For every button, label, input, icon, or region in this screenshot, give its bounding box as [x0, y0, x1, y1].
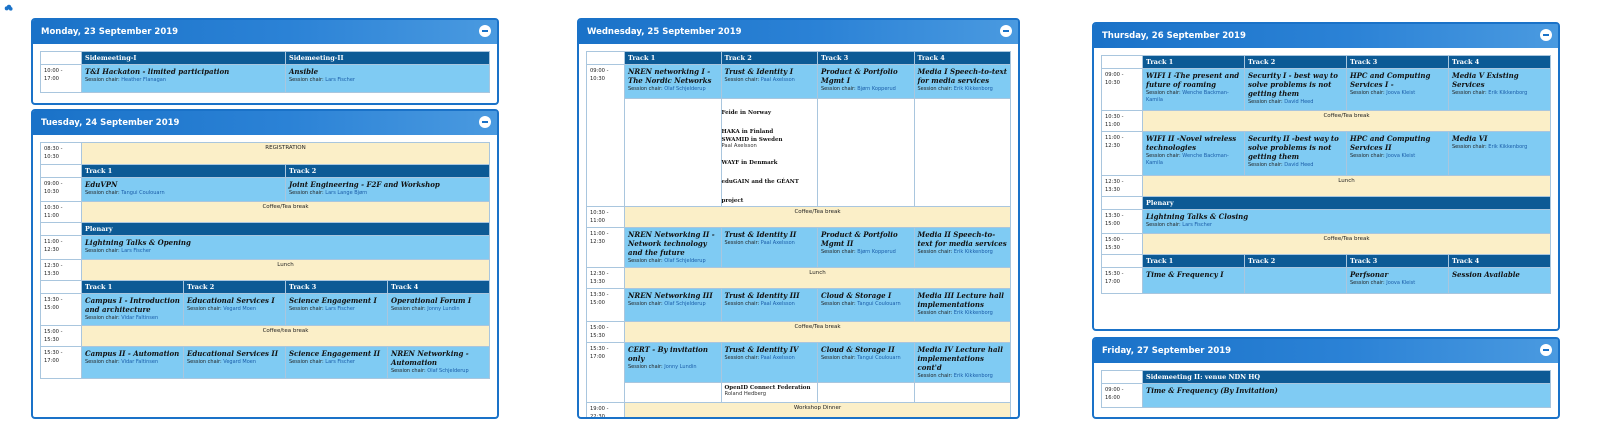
time-slot: 19:00 - 22:30	[587, 403, 625, 420]
day-panel-wednesday	[577, 18, 1020, 419]
session-title[interactable]: NREN Networking III	[628, 291, 713, 300]
chair-link[interactable]: Joova Kleist	[1386, 280, 1416, 286]
session-cell[interactable]: Ansible Session chair: Lars Fischer	[286, 65, 490, 93]
day-panel-thursday	[1092, 22, 1560, 331]
session-title[interactable]: Campus I - Introduction and architecture	[85, 296, 180, 314]
time-slot: 10:30 - 11:00	[1102, 111, 1143, 132]
chair-link[interactable]: Erik Kikkenborg	[953, 86, 993, 92]
list-item[interactable]: HAKA in Finland	[721, 129, 774, 135]
session-cell[interactable]: Lightning Talks & Opening Session chair: Lars Fischer	[82, 236, 490, 260]
session-cell[interactable]: Media I Speech-to-text for media services Session chair: Erik Kikkenborg	[914, 65, 1011, 99]
session-title[interactable]: Joint Engineering - F2F and Workshop	[289, 180, 440, 189]
session-cell[interactable]: Security II -best way to solve problems is not getting them Session chair: David Heed	[1245, 132, 1347, 176]
session-cell[interactable]: Trust & Identity I Session chair: Paal Axelsson	[721, 65, 818, 99]
session-title[interactable]: Operational Forum I	[391, 296, 472, 305]
day-header[interactable]	[33, 111, 497, 135]
session-cell[interactable]: Lightning Talks & Closing Session chair: Lars Fischer	[1143, 210, 1551, 234]
session-title[interactable]: CERT - By invitation only	[628, 345, 708, 363]
session-cell[interactable]: Media III Lecture hall implementations Session chair: Erik Kikkenborg	[914, 289, 1011, 322]
session-title[interactable]: EduVPN	[85, 180, 118, 189]
chair-link[interactable]: Wenche Backman-Kamila	[1146, 90, 1229, 103]
chair-link[interactable]: Erik Kikkenborg	[1488, 144, 1528, 150]
session-cell[interactable]: Joint Engineering - F2F and Workshop Session chair: Lars Lange Bjørn	[286, 178, 490, 202]
time-slot: 11:00 - 12:30	[1102, 132, 1143, 176]
time-slot: 12:30 - 13:30	[587, 268, 625, 289]
break-cell: Coffee/tea break	[82, 326, 490, 347]
track-header: Track 3	[1347, 255, 1449, 268]
session-title[interactable]: Session Available	[1452, 270, 1520, 279]
chair-link[interactable]: Erik Kikkenborg	[953, 373, 993, 379]
session-cell[interactable]: Cloud & Storage I Session chair: Tangui Coulouarn	[818, 289, 915, 322]
track-header: Track 2	[1245, 255, 1347, 268]
session-title[interactable]: WIFI I -The present and future of roaming	[1146, 71, 1240, 89]
session-cell[interactable]: Trust & Identity IV Session chair: Paal Axelsson	[721, 343, 818, 383]
chair-link[interactable]: Paal Axelsson	[760, 355, 795, 361]
time-slot: 15:00 - 15:30	[1102, 234, 1143, 255]
break-cell: Workshop Dinner	[625, 403, 1011, 420]
session-cell[interactable]: NREN networking I -The Nordic Networks Session chair: Olaf Schjelderup	[625, 65, 722, 99]
session-cell[interactable]: Cloud & Storage II Session chair: Tangui Coulouarn	[818, 343, 915, 383]
collapse-icon[interactable]	[479, 25, 491, 37]
time-slot: 09:00 - 16:00	[1102, 384, 1143, 408]
track-header: Track 4	[914, 52, 1011, 65]
list-item[interactable]: WAYF in Denmark	[721, 160, 778, 166]
schedule-table	[40, 142, 490, 379]
day-panel-friday	[1092, 337, 1560, 419]
session-cell[interactable]: Security I - best way to solve problems is not getting them Session chair: David Heed	[1245, 69, 1347, 111]
chair-link[interactable]: Tangui Coulouarn	[857, 301, 901, 307]
session-title[interactable]: T&I Hackaton - limited participation	[85, 67, 230, 76]
track-header-row	[41, 52, 490, 65]
session-title[interactable]: WIFI II -Novel wireless technologies	[1146, 134, 1237, 152]
session-cell[interactable]: NREN Networking II -Network technology and the future Session chair: Olaf Schjelderup	[625, 228, 722, 268]
collapse-icon[interactable]	[479, 116, 491, 128]
time-slot: 15:30 - 17:00	[1102, 268, 1143, 294]
chair-link[interactable]: Paal Axelsson	[760, 240, 795, 246]
track-header: Track 2	[286, 165, 490, 178]
chair-link[interactable]: David Heed	[1284, 162, 1314, 168]
session-cell[interactable]: Educational Services II Session chair: Vegard Moen	[184, 347, 286, 379]
schedule-table	[586, 51, 1011, 419]
session-title[interactable]: Ansible	[289, 67, 319, 76]
session-cell[interactable]: T&I Hackaton - limited participation Session chair: Heather Flanagan	[82, 65, 286, 93]
break-cell: Coffee/Tea break	[82, 202, 490, 223]
session-cell[interactable]: Educational Services I Session chair: Vegard Moen	[184, 294, 286, 326]
track-header: Track 1	[1143, 255, 1245, 268]
track-header: Track 1	[82, 165, 286, 178]
session-title[interactable]: Perfsonar	[1350, 270, 1389, 279]
track-header: Track 2	[1245, 56, 1347, 69]
chair-link[interactable]: Olaf Schjelderup	[664, 258, 706, 264]
track-header: Sidemeeting-I	[82, 52, 286, 65]
session-cell[interactable]: Operational Forum I Session chair: Jonny Lundin	[388, 294, 490, 326]
session-cell[interactable]: Campus II - Automation Session chair: Vidar Faltinsen	[82, 347, 184, 379]
session-cell[interactable]: Perfsonar Session chair: Joova Kleist	[1347, 268, 1449, 294]
session-title[interactable]: Trust & Identity IV	[724, 345, 799, 354]
session-cell[interactable]: WIFI II -Novel wireless technologies Session chair: Wenche Backman-Kamila	[1143, 132, 1245, 176]
chair-link[interactable]: Olaf Schjelderup	[664, 86, 706, 92]
session-title[interactable]: Media III Lecture hall implementations	[917, 291, 1004, 309]
session-title[interactable]: Lightning Talks & Closing	[1146, 212, 1249, 221]
session-cell[interactable]: Science Engagement II Session chair: Lars Fischer	[286, 347, 388, 379]
track-header: Track 1	[1143, 56, 1245, 69]
chair-link[interactable]: Lars Lange Bjørn	[325, 190, 368, 196]
session-cell[interactable]: Trust & Identity II Session chair: Paal Axelsson	[721, 228, 818, 268]
session-cell[interactable]: NREN Networking - Automation Session chair: Olaf Schjelderup	[388, 347, 490, 379]
time-slot: 09:00 - 10:30	[41, 178, 82, 202]
collapse-icon[interactable]	[1000, 25, 1012, 37]
chair-link[interactable]: Vidar Faltinsen	[121, 315, 159, 321]
session-title[interactable]: NREN Networking - Automation	[391, 349, 469, 367]
session-title[interactable]: HPC and Computing Services I -	[1350, 71, 1431, 89]
session-cell[interactable]: Media II Speech-to-text for media services Session chair: Erik Kikkenborg	[914, 228, 1011, 268]
cloud-icon	[4, 3, 13, 12]
session-cell[interactable]: Media V Existing Services Session chair: Erik Kikkenborg	[1449, 69, 1551, 111]
chair-link[interactable]: Lars Fischer	[325, 306, 355, 312]
chair-link[interactable]: Tangui Coulouarn	[121, 190, 165, 196]
chair-link[interactable]: Joova Kleist	[1386, 153, 1416, 159]
time-slot: 10:30 - 11:00	[587, 207, 625, 228]
chair-link[interactable]: Joova Kleist	[1386, 90, 1416, 96]
list-item[interactable]: Feide in Norway	[721, 110, 772, 116]
session-title[interactable]: Media V Existing Services	[1452, 71, 1519, 89]
chair-link[interactable]: David Heed	[1284, 99, 1314, 105]
session-cell[interactable]: Media VI Session chair: Erik Kikkenborg	[1449, 132, 1551, 176]
time-slot: 13:30 - 15:00	[41, 294, 82, 326]
session-cell[interactable]: HPC and Computing Services II Session chair: Joova Kleist	[1347, 132, 1449, 176]
session-title[interactable]: Product & Portfolio Mgmt II	[821, 230, 898, 248]
day-title: Friday, 27 September 2019	[1102, 346, 1232, 356]
chair-link[interactable]: Tangui Coulouarn	[857, 355, 901, 361]
subsession-list	[721, 99, 818, 207]
time-slot: 15:30 - 17:00	[587, 343, 625, 403]
chair-link[interactable]: Paal Axelsson	[760, 301, 795, 307]
session-title[interactable]: Media I Speech-to-text for media services	[917, 67, 1007, 85]
collapse-icon[interactable]	[1540, 29, 1552, 41]
session-title[interactable]: Media II Speech-to-text for media services	[917, 230, 1007, 248]
day-header[interactable]	[1094, 24, 1558, 48]
session-cell[interactable]: Media IV Lecture hall implementations cont'd Session chair: Erik Kikkenborg	[914, 343, 1011, 383]
break-cell: Lunch	[625, 268, 1011, 289]
day-header[interactable]	[1094, 339, 1558, 363]
session-cell[interactable]: Product & Portfolio Mgmt II Session chair: Bjørn Kopperud	[818, 228, 915, 268]
chair-link[interactable]: Lars Fischer	[325, 77, 355, 83]
session-cell[interactable]	[1245, 268, 1347, 294]
session-cell[interactable]: NREN Networking III Session chair: Olaf Schjelderup	[625, 289, 722, 322]
session-title[interactable]: Trust & Identity II	[724, 230, 797, 239]
schedule-table	[1101, 370, 1551, 408]
session-title[interactable]: Trust & Identity III	[724, 291, 800, 300]
time-slot: 12:30 - 13:30	[1102, 176, 1143, 197]
schedule-table	[40, 51, 490, 93]
break-cell: Coffee/Tea break	[1143, 234, 1551, 255]
break-cell: Coffee/Tea break	[1143, 111, 1551, 132]
chair-link[interactable]: Bjørn Kopperud	[857, 86, 896, 92]
chair-link[interactable]: Heather Flanagan	[121, 77, 167, 83]
chair-link[interactable]: Olaf Schjelderup	[427, 368, 469, 374]
track-header: Track 2	[184, 281, 286, 294]
collapse-icon[interactable]	[1540, 344, 1552, 356]
time-slot: 13:30 - 15:00	[1102, 210, 1143, 234]
session-title[interactable]: HPC and Computing Services II	[1350, 134, 1431, 152]
session-title[interactable]: Educational Services II	[187, 349, 278, 358]
session-title[interactable]: Science Engagement I	[289, 296, 377, 305]
session-title[interactable]: Cloud & Storage I	[821, 291, 892, 300]
session-title[interactable]: NREN networking I -The Nordic Networks	[628, 67, 712, 85]
schedule-table	[1101, 55, 1551, 294]
break-cell: Lunch	[82, 260, 490, 281]
list-item[interactable]: OpenID Connect Federation Roland Hedberg	[721, 383, 818, 403]
day-title: Monday, 23 September 2019	[41, 27, 179, 37]
time-slot: 11:00 - 12:30	[41, 236, 82, 260]
session-title[interactable]: Educational Services I	[187, 296, 275, 305]
session-cell[interactable]: Campus I - Introduction and architecture Session chair: Vidar Faltinsen	[82, 294, 184, 326]
session-cell[interactable]	[1143, 268, 1245, 294]
time-slot: 09:00 - 10:30	[1102, 69, 1143, 111]
track-header: Track 4	[388, 281, 490, 294]
day-title: Wednesday, 25 September 2019	[587, 27, 742, 37]
session-cell[interactable]: Product & Portfolio Mgmt I Session chair: Bjørn Kopperud	[818, 65, 915, 99]
track-header: Track 3	[286, 281, 388, 294]
chair-link[interactable]: Lars Fischer	[325, 359, 355, 365]
day-header[interactable]	[33, 20, 497, 44]
session-title[interactable]: Lightning Talks & Opening	[85, 238, 191, 247]
session-cell[interactable]: WIFI I -The present and future of roaming Session chair: Wenche Backman-Kamila	[1143, 69, 1245, 111]
session-cell[interactable]: Trust & Identity III Session chair: Paal Axelsson	[721, 289, 818, 322]
session-title[interactable]: NREN Networking II -Network technology and the future	[628, 230, 715, 257]
track-header: Track 1	[625, 52, 722, 65]
session-cell[interactable]	[1449, 268, 1551, 294]
session-title[interactable]: Cloud & Storage II	[821, 345, 895, 354]
track-header: Track 3	[1347, 56, 1449, 69]
track-header: Sidemeeting-II	[286, 52, 490, 65]
day-title: Tuesday, 24 September 2019	[41, 118, 180, 128]
track-header: Sidemeeting II: venue NDN HQ	[1143, 371, 1551, 384]
chair-link[interactable]: Vegard Moen	[223, 306, 256, 312]
day-header[interactable]	[579, 20, 1018, 44]
chair-link[interactable]: Bjørn Kopperud	[857, 249, 896, 255]
chair-link[interactable]: Lars Fischer	[1182, 222, 1212, 228]
track-header: Track 3	[818, 52, 915, 65]
chair-link[interactable]: Olaf Schjelderup	[664, 301, 706, 307]
session-cell[interactable]: CERT - By invitation only Session chair: Jonny Lundin	[625, 343, 722, 383]
table-row	[41, 65, 490, 93]
registration-cell: REGISTRATION	[82, 143, 490, 165]
session-title[interactable]: Time & Frequency (By Invitation)	[1146, 386, 1278, 395]
time-slot: 12:30 - 13:30	[41, 260, 82, 281]
session-title[interactable]: Science Engagement II	[289, 349, 381, 358]
session-cell[interactable]: EduVPN Session chair: Tangui Coulouarn	[82, 178, 286, 202]
track-header: Track 2	[721, 52, 818, 65]
session-title[interactable]: Security II -best way to solve problems is not getting them	[1248, 134, 1339, 161]
track-header: Track 4	[1449, 255, 1551, 268]
break-cell: Coffee/Tea break	[625, 207, 1011, 228]
session-title[interactable]: Product & Portfolio Mgmt I	[821, 67, 898, 85]
track-header: Track 1	[82, 281, 184, 294]
time-slot: 15:00 - 15:30	[41, 326, 82, 347]
session-title[interactable]: Media IV Lecture hall implementations cont'd	[917, 345, 1003, 372]
time-slot: 08:30 - 10:30	[41, 143, 82, 165]
track-header: Plenary	[1143, 197, 1551, 210]
time-slot: 11:00 - 12:30	[587, 228, 625, 268]
session-cell[interactable]	[1143, 384, 1551, 408]
chair-link[interactable]: Jonny Lundin	[427, 306, 460, 312]
track-header: Track 4	[1449, 56, 1551, 69]
break-cell: Coffee/Tea break	[625, 322, 1011, 343]
chair-link[interactable]: Paal Axelsson	[760, 77, 795, 83]
list-item[interactable]: SWAMID in Sweden Paal Axelsson	[721, 137, 783, 149]
session-cell[interactable]: HPC and Computing Services I - Session chair: Joova Kleist	[1347, 69, 1449, 111]
chair-link[interactable]: Lars Fischer	[121, 248, 151, 254]
session-title[interactable]: Time & Frequency I	[1146, 270, 1224, 279]
time-slot: 10:30 - 11:00	[41, 202, 82, 223]
break-cell: Lunch	[1143, 176, 1551, 197]
day-panel-tuesday	[31, 109, 499, 419]
session-title[interactable]: Campus II - Automation	[85, 349, 180, 358]
time-slot: 09:00 - 10:30	[587, 65, 625, 207]
session-title[interactable]: Trust & Identity I	[724, 67, 793, 76]
list-item[interactable]: eduGAIN and the GÉANT project	[721, 179, 799, 204]
chair-link[interactable]: Vegard Moen	[223, 359, 256, 365]
time-slot: 10:00 - 17:00	[41, 65, 82, 93]
day-title: Thursday, 26 September 2019	[1102, 31, 1246, 41]
session-title[interactable]: Security I - best way to solve problems is not getting them	[1248, 71, 1338, 98]
chair-link[interactable]: Erik Kikkenborg	[1488, 90, 1528, 96]
chair-link[interactable]: Wenche Backman-Kamila	[1146, 153, 1229, 166]
chair-link[interactable]: Erik Kikkenborg	[953, 310, 993, 316]
chair-link[interactable]: Erik Kikkenborg	[953, 249, 993, 255]
time-slot: 13:30 - 15:00	[587, 289, 625, 322]
day-panel-monday	[31, 18, 499, 105]
session-title[interactable]: Media VI	[1452, 134, 1488, 143]
chair-link[interactable]: Vidar Faltinsen	[121, 359, 159, 365]
session-cell[interactable]: Science Engagement I Session chair: Lars Fischer	[286, 294, 388, 326]
track-header: Plenary	[82, 223, 490, 236]
time-slot: 15:00 - 15:30	[587, 322, 625, 343]
time-slot: 15:30 - 17:00	[41, 347, 82, 379]
chair-link[interactable]: Jonny Lundin	[664, 364, 697, 370]
